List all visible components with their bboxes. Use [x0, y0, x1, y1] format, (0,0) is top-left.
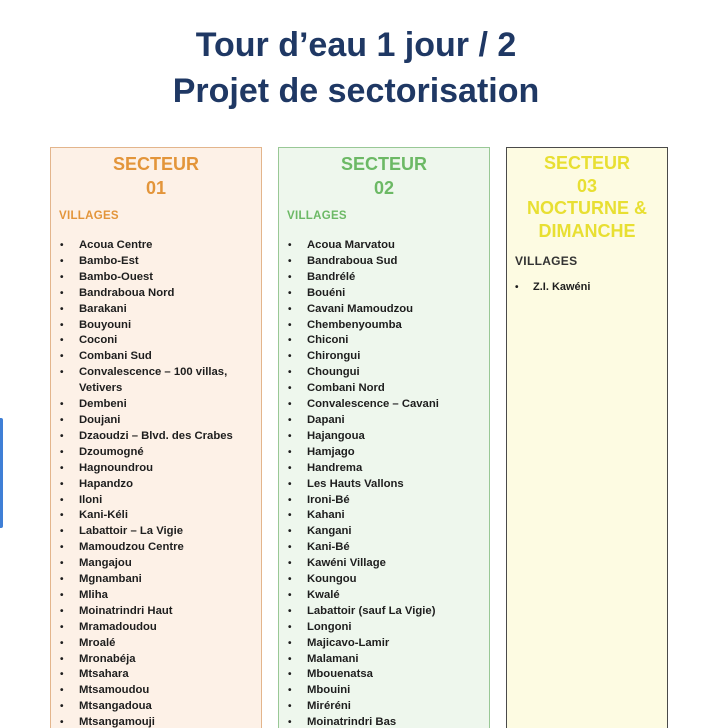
villages-label: VILLAGES [287, 210, 347, 222]
village-item: • Mbouini [279, 683, 489, 699]
village-item: • Kani-Bé [279, 540, 489, 556]
village-item: • Mroalé [51, 636, 261, 652]
sector-heading-line: SECTEUR [543, 153, 630, 173]
sector-02-heading [279, 148, 489, 200]
village-item: • Mronabéja [51, 652, 261, 668]
village-item: • Moinatrindri Haut [51, 604, 261, 620]
village-item: • Mliha [51, 588, 261, 604]
sector-02-village-list [279, 238, 489, 728]
village-item: • Dapani [279, 413, 489, 429]
village-item: • Hajangoua [279, 429, 489, 445]
village-item: • Dembeni [51, 397, 261, 413]
village-item: • Kahani [279, 508, 489, 524]
village-item: • Majicavo-Lamir [279, 636, 489, 652]
sector-heading-line: 01 [145, 178, 167, 198]
slide-title [0, 22, 712, 114]
village-item: • Moinatrindri Bas [279, 715, 489, 728]
village-item: • Mtsangadoua [51, 699, 261, 715]
village-item: • Hagnoundrou [51, 461, 261, 477]
village-item: • Mamoudzou Centre [51, 540, 261, 556]
sector-heading-line: 03 [576, 175, 598, 196]
sector-01-heading [51, 148, 261, 200]
village-item: • Bouyouni [51, 318, 261, 334]
village-item: • Mramadoudou [51, 620, 261, 636]
village-item: • Labattoir (sauf La Vigie) [279, 604, 489, 620]
village-item: • Z.I. Kawéni [507, 280, 667, 296]
sector-03-panel [506, 147, 668, 728]
sector-01-panel [50, 147, 262, 728]
village-item: • Choungui [279, 365, 489, 381]
title-line-1: Tour d’eau 1 jour / 2 [195, 26, 517, 64]
sector-heading-line: 02 [373, 178, 395, 198]
village-item: • Combani Nord [279, 381, 489, 397]
village-item: • Hamjago [279, 445, 489, 461]
village-item: • Kangani [279, 524, 489, 540]
village-item: • Handrema [279, 461, 489, 477]
village-item: • Bambo-Est [51, 254, 261, 270]
villages-label: VILLAGES [515, 254, 578, 268]
village-item: • Combani Sud [51, 349, 261, 365]
village-item: • Doujani [51, 413, 261, 429]
village-item: • Bandraboua Nord [51, 286, 261, 302]
village-item: • Longoni [279, 620, 489, 636]
village-item: • Dzaoudzi – Blvd. des Crabes [51, 429, 261, 445]
village-item: • Bandraboua Sud [279, 254, 489, 270]
village-item: • Malamani [279, 652, 489, 668]
sector-02-panel [278, 147, 490, 728]
village-item: • Chiconi [279, 333, 489, 349]
sector-03-heading [507, 148, 667, 242]
village-item: • Kwalé [279, 588, 489, 604]
village-item: • Labattoir – La Vigie [51, 524, 261, 540]
village-item: • Iloni [51, 493, 261, 509]
village-item: • Acoua Centre [51, 238, 261, 254]
sector-heading-line: DIMANCHE [538, 220, 636, 241]
villages-label: VILLAGES [59, 210, 119, 222]
village-item: • Mtsamoudou [51, 683, 261, 699]
sector-heading-line: SECTEUR [112, 154, 199, 174]
village-item: • Hapandzo [51, 477, 261, 493]
sector-01-village-list [51, 238, 261, 728]
village-item: • Convalescence – Cavani [279, 397, 489, 413]
village-item: • Convalescence – 100 villas, Vetivers [51, 365, 261, 397]
village-item: • Les Hauts Vallons [279, 477, 489, 493]
title-line-2: Projet de sectorisation [172, 72, 540, 110]
village-item: • Koungou [279, 572, 489, 588]
village-item: • Acoua Marvatou [279, 238, 489, 254]
village-item: • Coconi [51, 333, 261, 349]
village-item: • Bambo-Ouest [51, 270, 261, 286]
village-item: • Mtsangamouji [51, 715, 261, 728]
village-item: • Bouéni [279, 286, 489, 302]
village-item: • Dzoumogné [51, 445, 261, 461]
village-item: • Ironi-Bé [279, 493, 489, 509]
village-item: • Chirongui [279, 349, 489, 365]
village-item: • Miréréni [279, 699, 489, 715]
village-item: • Kani-Kéli [51, 508, 261, 524]
village-item: • Kawéni Village [279, 556, 489, 572]
village-item: • Barakani [51, 302, 261, 318]
village-item: • Mbouenatsa [279, 667, 489, 683]
sector-heading-line: NOCTURNE & [527, 198, 647, 218]
village-item: • Cavani Mamoudzou [279, 302, 489, 318]
village-item: • Mtsahara [51, 667, 261, 683]
village-item: • Bandrélé [279, 270, 489, 286]
sector-heading-line: SECTEUR [340, 154, 427, 174]
village-item: • Mangajou [51, 556, 261, 572]
village-item: • Mgnambani [51, 572, 261, 588]
village-item: • Chembenyoumba [279, 318, 489, 334]
sector-03-village-list [507, 280, 667, 296]
left-edge-decoration [0, 418, 3, 528]
